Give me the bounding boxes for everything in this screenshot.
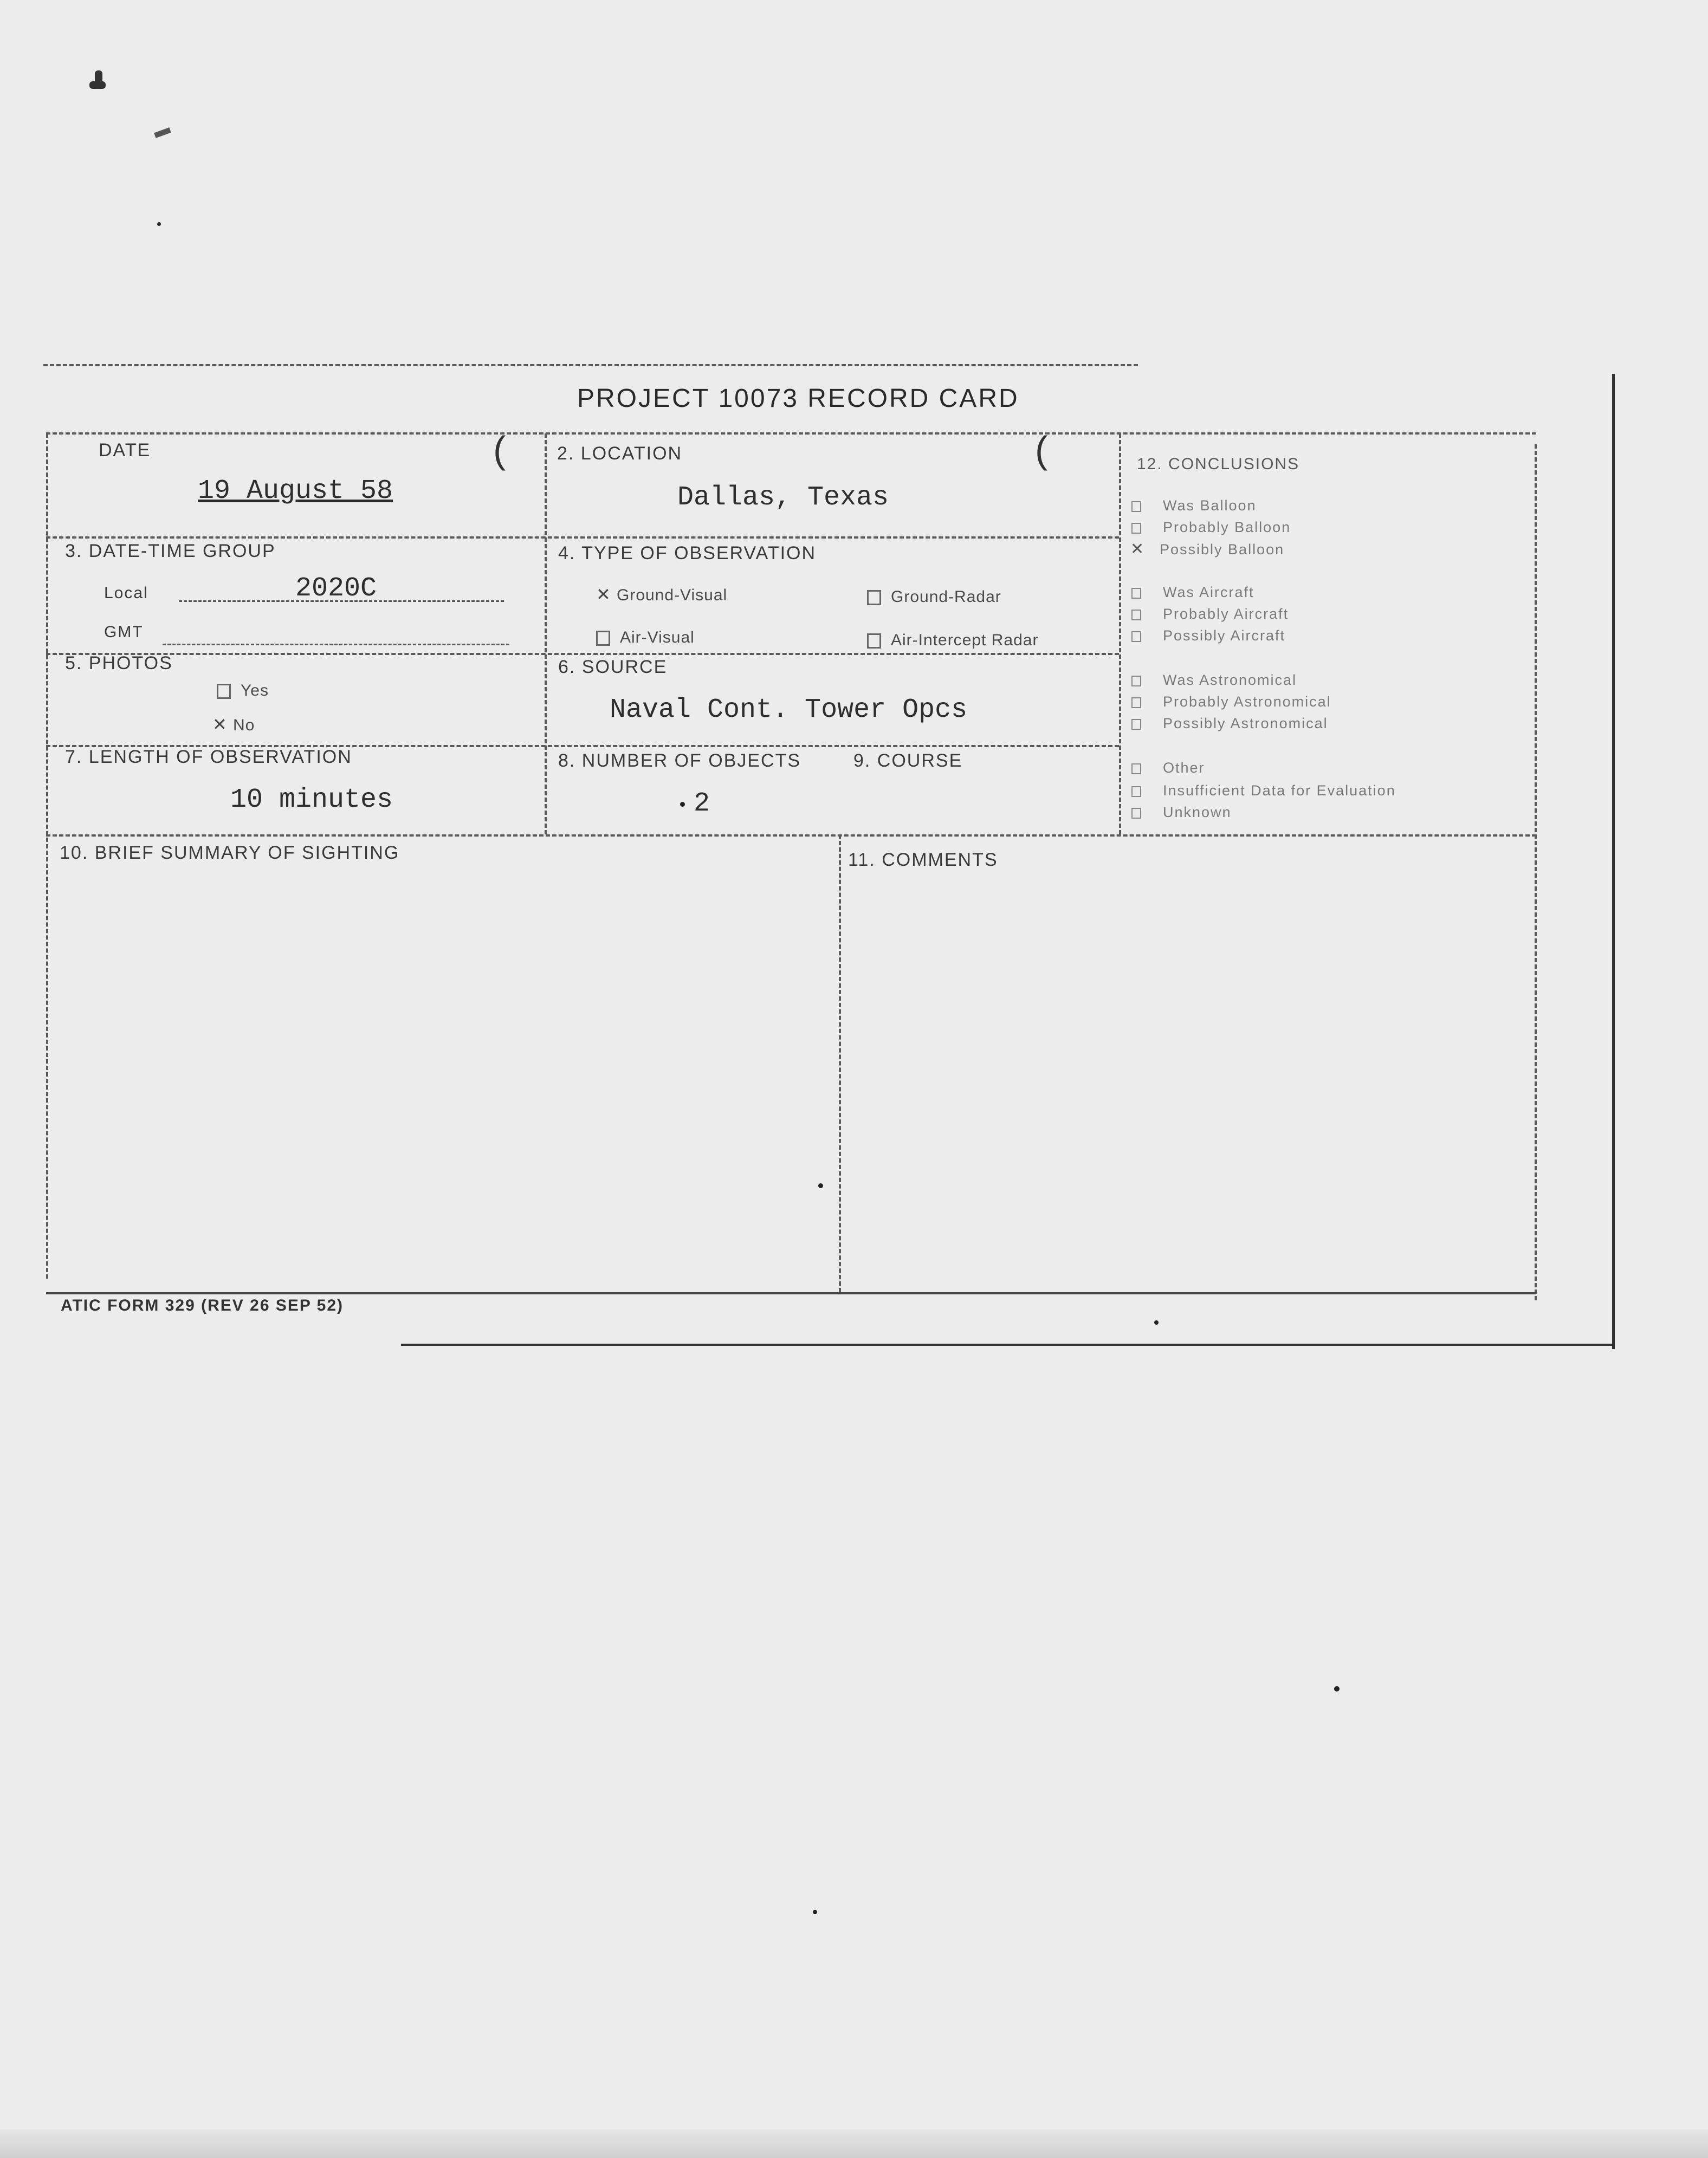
row-divider-1 <box>46 432 1536 435</box>
observation-option-air-intercept-radar[interactable]: Air-Intercept Radar <box>867 631 1038 650</box>
local-label: Local <box>104 584 148 602</box>
conclusions-label: 12. CONCLUSIONS <box>1137 455 1300 473</box>
type-of-observation-label: 4. TYPE OF OBSERVATION <box>558 543 817 563</box>
date-time-group-label: 3. DATE-TIME GROUP <box>65 541 276 561</box>
card-right-edge <box>1612 374 1615 1349</box>
checkbox-icon <box>1131 808 1141 819</box>
x-mark-icon: ✕ <box>1130 540 1146 558</box>
number-of-objects-label: 8. NUMBER OF OBJECTS <box>558 750 801 771</box>
photos-label: 5. PHOTOS <box>65 653 173 673</box>
conclusion-other[interactable]: Other <box>1131 760 1205 776</box>
checkbox-icon <box>867 633 881 649</box>
conclusion-possibly-balloon[interactable]: ✕ Possibly Balloon <box>1130 540 1285 558</box>
scan-speck <box>818 1183 823 1188</box>
card-frame-right <box>1535 444 1537 1300</box>
location-label: 2. LOCATION <box>557 443 683 464</box>
conclusion-was-balloon[interactable]: Was Balloon <box>1131 497 1257 514</box>
scan-speck <box>813 1910 817 1914</box>
conclusion-was-astronomical[interactable]: Was Astronomical <box>1131 672 1297 689</box>
paren-mark: ( <box>1035 429 1048 471</box>
conclusion-probably-astronomical[interactable]: Probably Astronomical <box>1131 694 1331 710</box>
checkbox-icon <box>1131 763 1141 774</box>
scan-mark <box>154 127 171 138</box>
photos-option-no[interactable]: ✕ No <box>212 714 255 735</box>
card-top-border <box>43 364 1138 366</box>
date-label: DATE <box>99 440 151 461</box>
date-value: 19 August 58 <box>198 476 393 507</box>
source-label: 6. SOURCE <box>558 657 668 677</box>
conclusion-was-aircraft[interactable]: Was Aircraft <box>1131 584 1254 601</box>
comments-label: 11. COMMENTS <box>848 850 998 870</box>
checkbox-icon <box>1131 588 1141 599</box>
conclusion-probably-aircraft[interactable]: Probably Aircraft <box>1131 606 1289 623</box>
course-label: 9. COURSE <box>853 750 963 771</box>
checkbox-icon <box>1131 786 1141 797</box>
checkbox-icon <box>867 590 881 605</box>
row-divider-2 <box>46 536 1119 539</box>
observation-option-ground-radar[interactable]: Ground-Radar <box>867 588 1001 606</box>
card-bottom-border <box>46 1292 1536 1294</box>
observation-option-ground-visual[interactable]: ✕ Ground-Visual <box>596 584 728 605</box>
card-shadow-edge <box>401 1344 1615 1346</box>
col-divider-left <box>545 433 547 834</box>
checkbox-icon <box>596 631 610 646</box>
conclusion-possibly-aircraft[interactable]: Possibly Aircraft <box>1131 627 1285 644</box>
length-of-observation-label: 7. LENGTH OF OBSERVATION <box>65 747 352 767</box>
col-divider-right <box>1119 433 1121 834</box>
checkbox-icon <box>1131 719 1141 730</box>
scan-speck <box>1154 1320 1159 1325</box>
checkbox-icon <box>217 684 231 699</box>
gmt-underline <box>163 644 509 645</box>
x-mark-icon: ✕ <box>596 584 611 605</box>
checkbox-icon <box>1131 697 1141 708</box>
paren-mark: ( <box>493 429 506 471</box>
row-divider-5 <box>46 834 1536 837</box>
source-value: Naval Cont. Tower Opcs <box>610 695 968 725</box>
x-mark-icon: ✕ <box>212 714 228 735</box>
conclusion-insufficient-data[interactable]: Insufficient Data for Evaluation <box>1131 782 1396 799</box>
checkbox-icon <box>1131 523 1141 534</box>
location-value: Dallas, Texas <box>677 482 889 513</box>
checkbox-icon <box>1131 610 1141 620</box>
number-of-objects-value: 2 <box>694 788 710 819</box>
card-frame-left <box>46 433 49 1279</box>
photos-option-yes[interactable]: Yes <box>217 682 269 700</box>
conclusion-probably-balloon[interactable]: Probably Balloon <box>1131 519 1291 536</box>
checkbox-icon <box>1131 631 1141 642</box>
gmt-label: GMT <box>104 623 144 641</box>
checkbox-icon <box>1131 676 1141 686</box>
form-id: ATIC FORM 329 (REV 26 SEP 52) <box>61 1297 344 1314</box>
conclusion-unknown[interactable]: Unknown <box>1131 804 1232 821</box>
scan-speck <box>1334 1686 1340 1692</box>
scan-bottom-band <box>0 2129 1708 2158</box>
scan-mark <box>89 81 106 89</box>
brief-summary-label: 10. BRIEF SUMMARY OF SIGHTING <box>60 843 400 863</box>
col-divider-bottom <box>839 834 841 1292</box>
local-value: 2020C <box>295 573 377 604</box>
scan-speck <box>157 222 161 226</box>
scan-speck <box>680 802 685 807</box>
length-of-observation-value: 10 minutes <box>230 785 393 815</box>
conclusion-possibly-astronomical[interactable]: Possibly Astronomical <box>1131 715 1328 732</box>
checkbox-icon <box>1131 501 1141 512</box>
observation-option-air-visual[interactable]: Air-Visual <box>596 628 695 647</box>
card-title: PROJECT 10073 RECORD CARD <box>577 384 1019 413</box>
row-divider-3 <box>46 653 1119 655</box>
